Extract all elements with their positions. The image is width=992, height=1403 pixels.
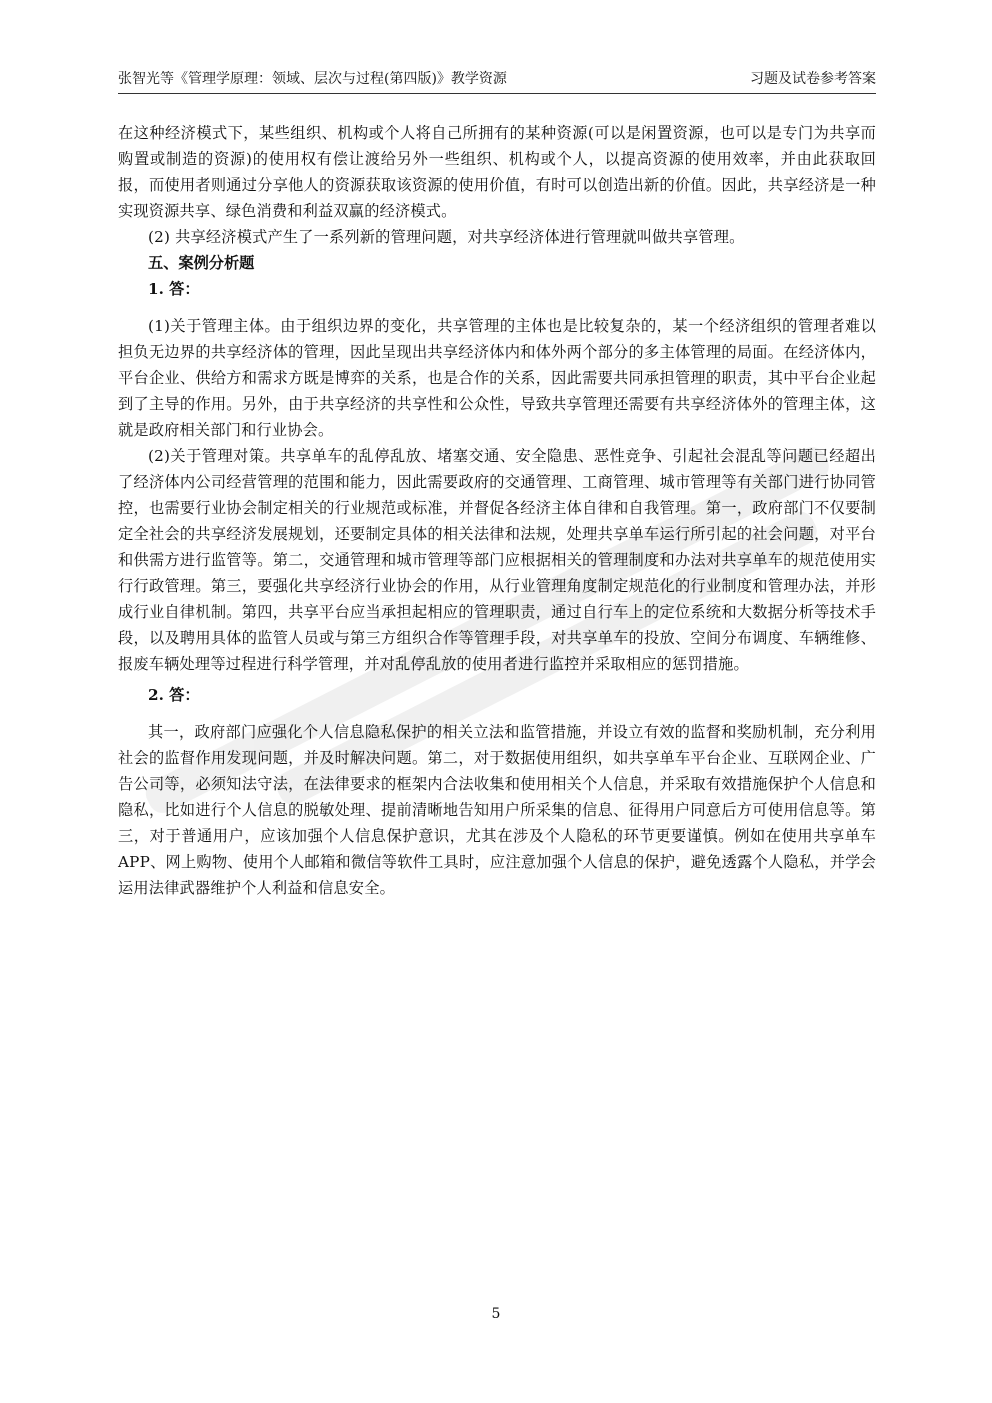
page-body — [118, 120, 876, 901]
answer-1-management-countermeasures: (2)关于管理对策。共享单车的乱停乱放、堵塞交通、安全隐患、恶性竞争、引起社会混乱等问题已经超出了经济体内公司经营管理的范围和能力，因此需要政府的交通管理、工商管理、城市管理等有关部门进行协同管控，也需要行业协会制定相关的行业规范或标准，并督促各经济主体自律和自我管理。第一，政府部门不仅要制定全社会的共享经济发展规划，还要制定具体的相关法律和法规，处理共享单车运行所引起的社会问题，对平台和供需方进行监管等。第二，交通管理和城市管理等部门应根据相关的管理制度和办法对共享单车的规范使用实行行政管理。第三，要强化共享经济行业协会的作用，从行业管理角度制定规范化的行业制度和管理办法，并形成行业自律机制。第四，共享平台应当承担起相应的管理职责，通过自行车上的定位系统和大数据分析等技术手段，以及聘用具体的监管人员或与第三方组织合作等管理手段，对共享单车的投放、空间分布调度、车辆维修、报废车辆处理等过程进行科学管理，并对乱停乱放的使用者进行监控并采取相应的惩罚措施。 — [118, 447, 876, 673]
header-book-title: 张智光等《管理学原理：领域、层次与过程(第四版)》教学资源 — [118, 71, 507, 87]
paragraph-sharing-management: (2) 共享经济模式产生了一系列新的管理问题，对共享经济体进行管理就叫做共享管理。 — [148, 228, 745, 246]
header-section-title: 习题及试卷参考答案 — [750, 71, 876, 87]
answer-2-privacy-protection: 其一，政府部门应强化个人信息隐私保护的相关立法和监管措施，并设立有效的监督和奖励机制，充分利用社会的监督作用发现问题，并及时解决问题。第二，对于数据使用组织，如共享单车平台企业、互联网企业、广告公司等，必须知法守法，在法律要求的框架内合法收集和使用相关个人信息，并采取有效措施保护个人信息和隐私，比如进行个人信息的脱敏处理、提前清晰地告知用户所采集的信息、征得用户同意后方可使用信息等。第三，对于普通用户，应该加强个人信息保护意识，尤其在涉及个人隐私的环节更要谨慎。例如在使用共享单车 APP、网上购物、使用个人邮箱和微信等软件工具时，应注意加强个人信息的保护，避免透露个人隐私，并学会运用法律武器维护个人利益和信息安全。 — [118, 723, 876, 897]
answer-1-management-subject: (1)关于管理主体。由于组织边界的变化，共享管理的主体也是比较复杂的，某一个经济组织的管理者难以担负无边界的共享经济体的管理，因此呈现出共享经济体内和体外两个部分的多主体管理的局面。在经济体内，平台企业、供给方和需求方既是博弈的关系，也是合作的关系，因此需要共同承担管理的职责，其中平台企业起到了主导的作用。另外，由于共享经济的共享性和公众性，导致共享管理还需要有共享经济体外的管理主体，这就是政府相关部门和行业协会。 — [118, 317, 876, 439]
answer-1-label: 1. 答： — [148, 280, 200, 298]
page-number: 5 — [491, 1306, 501, 1322]
section-heading-case-analysis: 五、案例分析题 — [148, 254, 255, 272]
answer-2-label: 2. 答： — [148, 686, 200, 704]
paragraph-sharing-economy-definition: 在这种经济模式下，某些组织、机构或个人将自己所拥有的某种资源(可以是闲置资源，也可以是专门为共享而购置或制造的资源)的使用权有偿让渡给另外一些组织、机构或个人，以提高资源的使用效率，并由此获取回报，而使用者则通过分享他人的资源获取该资源的使用价值，有时可以创造出新的价值。因此，共享经济是一种实现资源共享、绿色消费和利益双赢的经济模式。 — [118, 124, 876, 220]
page-header — [118, 70, 876, 94]
